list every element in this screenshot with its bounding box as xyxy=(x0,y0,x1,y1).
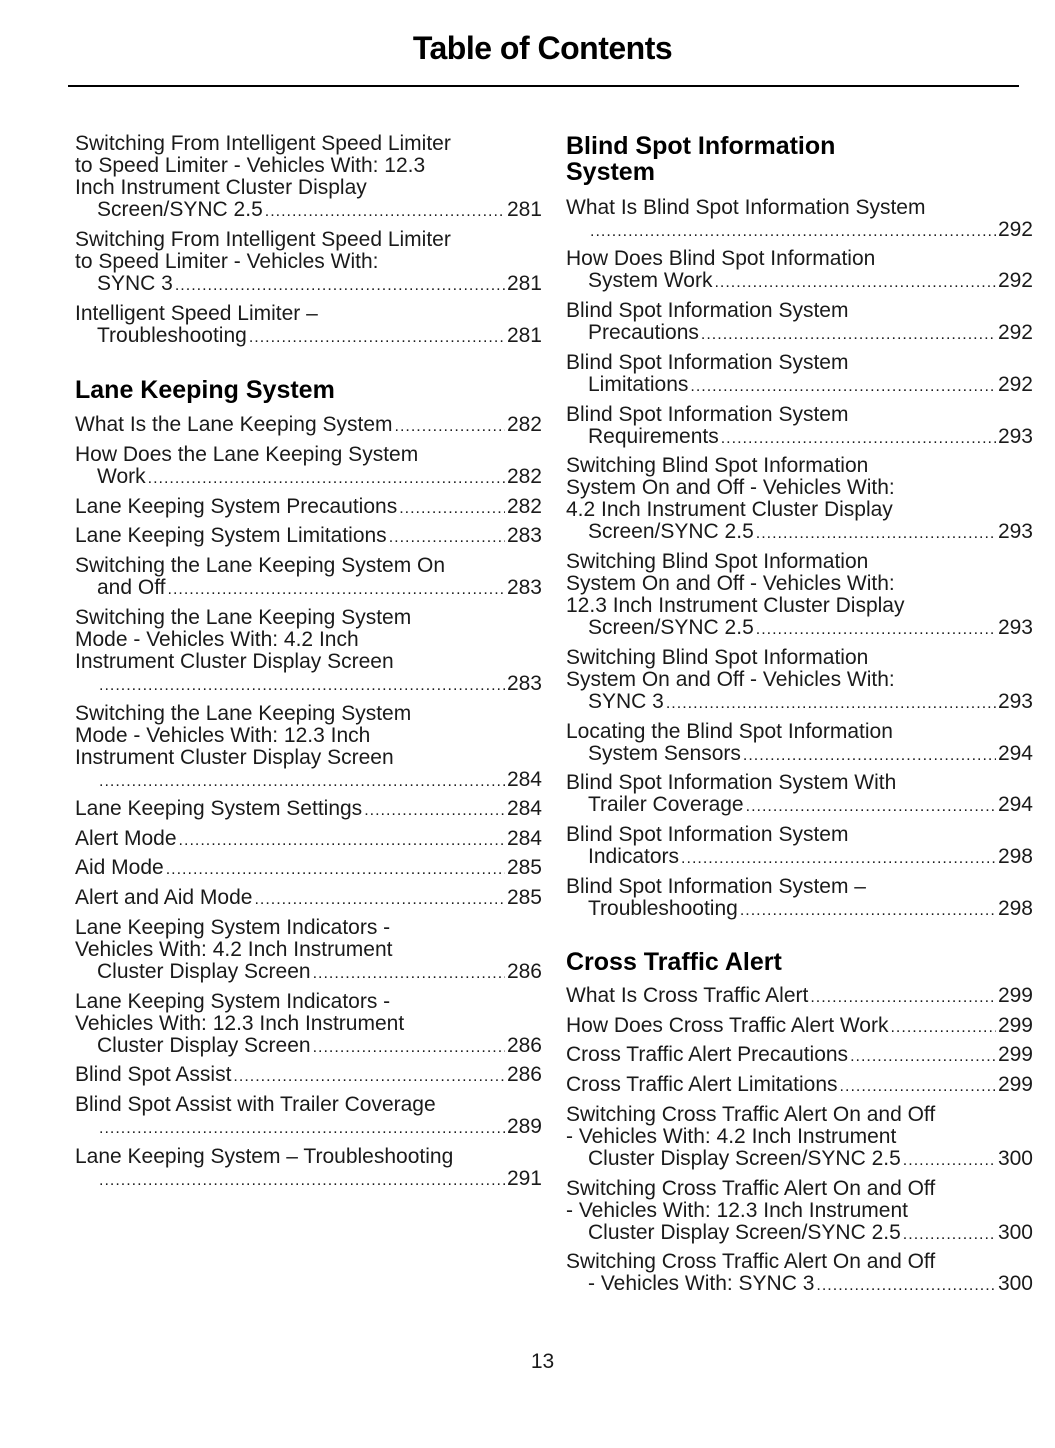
page-title: Table of Contents xyxy=(412,30,673,66)
dot-leader xyxy=(890,1017,995,1039)
entry-title-line: System On and Off - Vehicles With: xyxy=(566,572,895,595)
entry-title-line: Requirements xyxy=(588,425,719,448)
entry-title-line: Limitations xyxy=(588,373,689,396)
dot-leader xyxy=(903,1150,996,1172)
dot-leader xyxy=(99,675,505,697)
entry-page-number[interactable]: 292 xyxy=(997,269,1033,292)
toc-entry[interactable] xyxy=(566,824,1033,870)
entry-page-number[interactable]: 284 xyxy=(506,827,542,850)
dot-leader xyxy=(714,272,995,294)
entry-title-line: System Work xyxy=(588,269,713,292)
dot-leader xyxy=(666,693,996,715)
entry-page-number[interactable]: 292 xyxy=(997,218,1033,241)
entry-title-line: Lane Keeping System Precautions xyxy=(75,495,398,518)
entry-title-line: Intelligent Speed Limiter – xyxy=(75,302,318,325)
toc-entry[interactable] xyxy=(566,1104,1033,1172)
entry-title-line: What Is Cross Traffic Alert xyxy=(566,984,809,1007)
entry-title-line: Cluster Display Screen xyxy=(97,960,311,983)
dot-leader xyxy=(99,1118,505,1140)
dot-leader xyxy=(249,327,505,349)
toc-entry[interactable] xyxy=(566,647,1033,715)
toc-right-column xyxy=(566,132,1033,1333)
toc-entry[interactable] xyxy=(566,721,1033,767)
entry-title-line: Blind Spot Information System xyxy=(566,403,849,426)
toc-entry[interactable] xyxy=(566,352,1033,398)
entry-title-line: to Speed Limiter - Vehicles With: xyxy=(75,250,379,273)
entry-page-number[interactable]: 292 xyxy=(997,373,1033,396)
dot-leader xyxy=(590,221,996,243)
toc-entry[interactable] xyxy=(566,1044,1033,1068)
entry-title-line: Cluster Display Screen/SYNC 2.5 xyxy=(588,1147,901,1170)
entry-title-line: Mode - Vehicles With: 12.3 Inch xyxy=(75,724,371,747)
entry-title-line: Blind Spot Information System xyxy=(566,299,849,322)
heading-line: Blind Spot Information xyxy=(566,132,836,160)
entry-page-number[interactable]: 299 xyxy=(997,984,1033,1007)
entry-title-line: Lane Keeping System Indicators - xyxy=(75,990,391,1013)
title-divider xyxy=(68,85,1019,87)
toc-entry[interactable] xyxy=(75,703,542,793)
toc-entry[interactable] xyxy=(75,991,542,1059)
entry-page-number[interactable]: 285 xyxy=(506,856,542,879)
entry-title-line: System On and Off - Vehicles With: xyxy=(566,476,895,499)
toc-entry[interactable] xyxy=(75,496,542,520)
entry-title-line: Switching the Lane Keeping System xyxy=(75,702,412,725)
entry-title-line: Cross Traffic Alert Precautions xyxy=(566,1043,849,1066)
toc-entry[interactable] xyxy=(566,404,1033,450)
dot-leader xyxy=(756,619,996,641)
entry-page-number[interactable]: 284 xyxy=(506,797,542,820)
entry-page-number[interactable]: 282 xyxy=(506,413,542,436)
entry-title-line: How Does Blind Spot Information xyxy=(566,247,876,270)
dot-leader xyxy=(166,859,505,881)
entry-title-line: Lane Keeping System Settings xyxy=(75,797,363,820)
entry-page-number[interactable]: 300 xyxy=(997,1272,1033,1295)
section-heading xyxy=(75,377,546,403)
toc-entry[interactable] xyxy=(566,876,1033,922)
entry-page-number[interactable]: 294 xyxy=(997,742,1033,765)
dot-leader xyxy=(254,889,505,911)
entry-page-number[interactable]: 284 xyxy=(506,768,542,791)
dot-leader xyxy=(389,527,505,549)
entry-title-line: Cluster Display Screen xyxy=(97,1034,311,1057)
toc-left-column xyxy=(75,132,542,1333)
toc-entry[interactable] xyxy=(75,133,542,223)
entry-page-number[interactable]: 281 xyxy=(506,324,542,347)
entry-page-number[interactable]: 293 xyxy=(997,425,1033,448)
entry-title-line: 12.3 Inch Instrument Cluster Display xyxy=(566,594,905,617)
toc-entry[interactable] xyxy=(75,303,542,349)
dot-leader xyxy=(903,1224,996,1246)
entry-title-line: System Sensors xyxy=(588,742,741,765)
dot-leader xyxy=(99,1170,505,1192)
dot-leader xyxy=(746,796,996,818)
dot-leader xyxy=(816,1275,996,1297)
dot-leader xyxy=(313,1037,505,1059)
entry-title-line: Switching Cross Traffic Alert On and Off xyxy=(566,1177,936,1200)
dot-leader xyxy=(810,987,996,1009)
toc-entry[interactable] xyxy=(566,197,1033,243)
entry-page-number[interactable]: 299 xyxy=(997,1043,1033,1066)
dot-leader xyxy=(721,428,996,450)
entry-page-number[interactable]: 283 xyxy=(506,672,542,695)
entry-title-line: Precautions xyxy=(588,321,699,344)
entry-title-line: Instrument Cluster Display Screen xyxy=(75,746,394,769)
entry-page-number[interactable]: 299 xyxy=(997,1014,1033,1037)
dot-leader xyxy=(265,201,505,223)
entry-title-line: What Is the Lane Keeping System xyxy=(75,413,393,436)
toc-entry[interactable] xyxy=(75,857,542,881)
toc-entry[interactable] xyxy=(566,1251,1033,1297)
toc-entry[interactable] xyxy=(566,1178,1033,1246)
toc-entry[interactable] xyxy=(566,1015,1033,1039)
entry-title-line: Instrument Cluster Display Screen xyxy=(75,650,394,673)
entry-title-line: and Off xyxy=(97,576,166,599)
entry-title-line: Vehicles With: 12.3 Inch Instrument xyxy=(75,1012,405,1035)
entry-title-line: System On and Off - Vehicles With: xyxy=(566,668,895,691)
entry-title-line: Switching Blind Spot Information xyxy=(566,646,869,669)
entry-title-line: Indicators xyxy=(588,845,680,868)
toc-entry[interactable] xyxy=(75,917,542,985)
entry-title-line: Alert and Aid Mode xyxy=(75,886,253,909)
entry-page-number[interactable]: 298 xyxy=(997,897,1033,920)
section-heading xyxy=(566,949,1037,975)
entry-page-number[interactable]: 299 xyxy=(997,1073,1033,1096)
dot-leader xyxy=(148,468,505,490)
entry-title-line: Switching Cross Traffic Alert On and Off xyxy=(566,1250,936,1273)
toc-entry[interactable] xyxy=(75,828,542,852)
entry-page-number[interactable]: 286 xyxy=(506,1034,542,1057)
entry-page-number[interactable]: 281 xyxy=(506,198,542,221)
entry-title-line: Blind Spot Information System With xyxy=(566,771,897,794)
entry-page-number[interactable]: 289 xyxy=(506,1115,542,1138)
dot-leader xyxy=(313,963,505,985)
entry-title-line: Blind Spot Information System – xyxy=(566,875,866,898)
entry-page-number[interactable]: 286 xyxy=(506,1063,542,1086)
entry-title-line: Mode - Vehicles With: 4.2 Inch xyxy=(75,628,359,651)
toc-entry[interactable] xyxy=(75,525,542,549)
heading-line: Cross Traffic Alert xyxy=(566,948,782,976)
entry-page-number[interactable]: 294 xyxy=(997,793,1033,816)
dot-leader xyxy=(690,376,996,398)
toc-entry[interactable] xyxy=(566,551,1033,641)
toc-entry[interactable] xyxy=(566,772,1033,818)
entry-title-line: Troubleshooting xyxy=(588,897,738,920)
entry-page-number[interactable]: 293 xyxy=(997,690,1033,713)
entry-title-line: Locating the Blind Spot Information xyxy=(566,720,893,743)
entry-title-line: Blind Spot Information System xyxy=(566,351,849,374)
entry-page-number[interactable]: 300 xyxy=(997,1147,1033,1170)
toc-entry[interactable] xyxy=(566,985,1033,1009)
entry-page-number[interactable]: 298 xyxy=(997,845,1033,868)
entry-page-number[interactable]: 281 xyxy=(506,272,542,295)
page-number: 13 xyxy=(530,1350,555,1373)
toc-entry[interactable] xyxy=(75,444,542,490)
dot-leader xyxy=(681,848,996,870)
toc-entry[interactable] xyxy=(566,1074,1033,1098)
toc-entry[interactable] xyxy=(75,607,542,697)
toc-entry[interactable] xyxy=(75,555,542,601)
entry-title-line: Switching Blind Spot Information xyxy=(566,550,869,573)
toc-entry[interactable] xyxy=(75,1146,542,1192)
entry-page-number[interactable]: 293 xyxy=(997,520,1033,543)
entry-title-line: Screen/SYNC 2.5 xyxy=(97,198,263,221)
entry-title-line: SYNC 3 xyxy=(588,690,664,713)
entry-title-line: How Does Cross Traffic Alert Work xyxy=(566,1014,889,1037)
entry-title-line: - Vehicles With: 4.2 Inch Instrument xyxy=(566,1125,897,1148)
entry-page-number[interactable]: 283 xyxy=(506,576,542,599)
entry-page-number[interactable]: 291 xyxy=(506,1167,542,1190)
entry-page-number[interactable]: 293 xyxy=(997,616,1033,639)
entry-title-line: Trailer Coverage xyxy=(588,793,744,816)
entry-title-line: What Is Blind Spot Information System xyxy=(566,196,926,219)
toc-entry[interactable] xyxy=(566,248,1033,294)
entry-title-line: Troubleshooting xyxy=(97,324,247,347)
heading-line: System xyxy=(566,158,655,186)
dot-leader xyxy=(743,745,996,767)
entry-title-line: Work xyxy=(97,465,146,488)
entry-page-number[interactable]: 282 xyxy=(506,465,542,488)
toc-entry[interactable] xyxy=(75,414,542,438)
entry-page-number[interactable]: 300 xyxy=(997,1221,1033,1244)
entry-title-line: Lane Keeping System Limitations xyxy=(75,524,387,547)
entry-title-line: Screen/SYNC 2.5 xyxy=(588,616,754,639)
entry-page-number[interactable]: 292 xyxy=(997,321,1033,344)
dot-leader xyxy=(364,800,505,822)
toc-entry[interactable] xyxy=(75,798,542,822)
entry-title-line: Lane Keeping System – Troubleshooting xyxy=(75,1145,454,1168)
entry-title-line: - Vehicles With: 12.3 Inch Instrument xyxy=(566,1199,908,1222)
entry-title-line: Blind Spot Assist xyxy=(75,1063,232,1086)
entry-page-number[interactable]: 282 xyxy=(506,495,542,518)
dot-leader xyxy=(840,1076,996,1098)
dot-leader xyxy=(99,771,505,793)
dot-leader xyxy=(395,416,505,438)
entry-title-line: Alert Mode xyxy=(75,827,177,850)
entry-title-line: Switching Cross Traffic Alert On and Off xyxy=(566,1103,936,1126)
entry-title-line: Aid Mode xyxy=(75,856,164,879)
entry-title-line: Switching From Intelligent Speed Limiter xyxy=(75,228,451,251)
entry-title-line: Switching From Intelligent Speed Limiter xyxy=(75,132,451,155)
toc-entry[interactable] xyxy=(75,887,542,911)
section-heading xyxy=(566,133,1037,185)
dot-leader xyxy=(701,324,996,346)
entry-title-line: Blind Spot Information System xyxy=(566,823,849,846)
entry-title-line: Screen/SYNC 2.5 xyxy=(588,520,754,543)
toc-entry[interactable] xyxy=(566,300,1033,346)
entry-title-line: - Vehicles With: SYNC 3 xyxy=(588,1272,815,1295)
entry-page-number[interactable]: 286 xyxy=(506,960,542,983)
entry-title-line: 4.2 Inch Instrument Cluster Display xyxy=(566,498,893,521)
heading-line: Lane Keeping System xyxy=(75,376,335,404)
entry-title-line: to Speed Limiter - Vehicles With: 12.3 xyxy=(75,154,426,177)
toc-entry[interactable] xyxy=(566,455,1033,545)
entry-title-line: SYNC 3 xyxy=(97,272,173,295)
toc-entry[interactable] xyxy=(75,229,542,297)
dot-leader xyxy=(179,830,505,852)
entry-title-line: Blind Spot Assist with Trailer Coverage xyxy=(75,1093,436,1116)
dot-leader xyxy=(740,900,996,922)
dot-leader xyxy=(233,1066,505,1088)
entry-title-line: Switching Blind Spot Information xyxy=(566,454,869,477)
dot-leader xyxy=(168,579,505,601)
entry-page-number[interactable]: 285 xyxy=(506,886,542,909)
entry-title-line: Switching the Lane Keeping System On xyxy=(75,554,446,577)
entry-title-line: Cluster Display Screen/SYNC 2.5 xyxy=(588,1221,901,1244)
dot-leader xyxy=(756,523,996,545)
entry-title-line: How Does the Lane Keeping System xyxy=(75,443,419,466)
entry-title-line: Vehicles With: 4.2 Inch Instrument xyxy=(75,938,393,961)
entry-title-line: Cross Traffic Alert Limitations xyxy=(566,1073,838,1096)
dot-leader xyxy=(399,498,505,520)
toc-entry[interactable] xyxy=(75,1094,542,1140)
entry-title-line: Inch Instrument Cluster Display xyxy=(75,176,367,199)
dot-leader xyxy=(175,275,505,297)
dot-leader xyxy=(850,1046,996,1068)
entry-title-line: Lane Keeping System Indicators - xyxy=(75,916,391,939)
toc-entry[interactable] xyxy=(75,1064,542,1088)
entry-title-line: Switching the Lane Keeping System xyxy=(75,606,412,629)
entry-page-number[interactable]: 283 xyxy=(506,524,542,547)
